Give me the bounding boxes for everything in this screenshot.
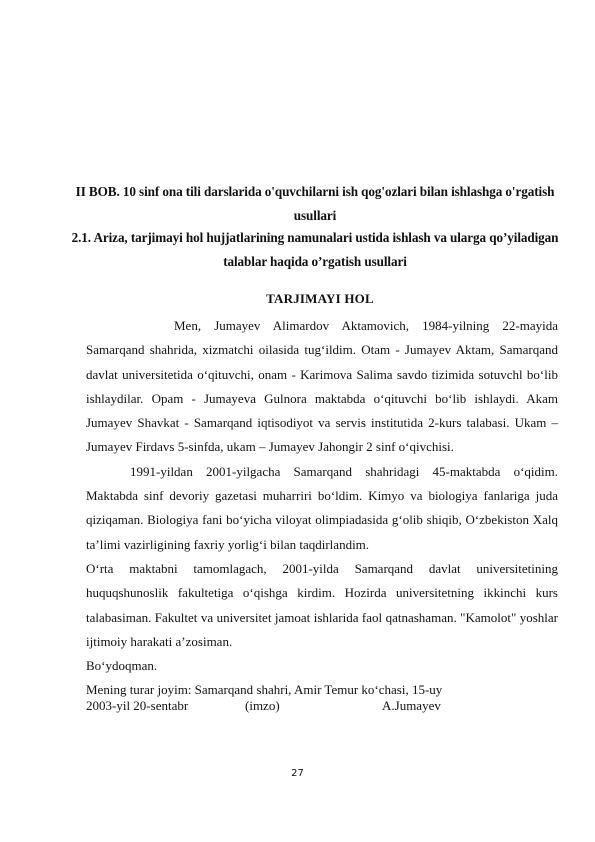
marital-status-line: Bo‘ydoqman. (86, 658, 158, 674)
paragraph-university: O‘rta maktabni tamomlagach, 2001-yilda Samarqand davlat universitetining huquqshunoslik fakultetiga o‘qishga kirdim. Hozirda universitetning ikkinchi kurs talabasiman. Fakultet va universitet jamoat ishlarida faol qatnashaman. "Kamolot" yoshlar ijtimoiy harakati a’zosiman. (86, 560, 558, 649)
signature-imzo: (imzo) (245, 698, 280, 713)
paragraph-school: 1991-yildan 2001-yilgacha Samarqand shahridagi 45-maktabda o‘qidim. Maktabda sinf devoriy gazetasi muharriri bo‘ldim. Kimyo va biologiya fanlariga juda qiziqaman. Biologiya fani bo‘yicha viloyat olimpiadasida g‘olib shiqib, O‘zbekiston Xalq ta’limi vazirligining faxriy yorlig‘i bilan taqdirlandim. (86, 463, 558, 552)
document-heading: TARJIMAYI HOL (266, 291, 374, 306)
page-number: 27 (291, 768, 304, 779)
address-line: Mening turar joyim: Samarqand shahri, Amir Temur ko‘chasi, 15-uy (86, 682, 443, 698)
chapter-title: II BOB. 10 sinf ona tili darslarida o'quvchilarni ish qog'ozlari bilan ishlashga o'rgatish usullari (75, 184, 555, 223)
section-title: 2.1. Ariza, tarjimayi hol hujjatlarining namunalari ustida ishlash va ularga qo’yiladigan talablar haqida o’rgatish usullari (71, 230, 559, 269)
signature-name: A.Jumayev (382, 698, 441, 713)
signature-date: 2003-yil 20-sentabr (86, 698, 189, 713)
paragraph-family: Men, Jumayev Alimardov Aktamovich, 1984-yilning 22-mayida Samarqand shahrida, xizmatchi oilasida tug‘ildim. Otam - Jumayev Aktam, Samarqand davlat universitetida o‘qituvchi, onam - Karimova Salima savdo tizimida sotuvchl bo‘lib ishlaydilar. Opam - Jumayeva Gulnora maktabda o‘qituvchi bo‘lib ishlaydi. Akam Jumayev Shavkat - Samarqand iqtisodiyot va servis institutida 2-kurs talabasi. Ukam – Jumayev Firdavs 5-sinfda, ukam – Jumayev Jahongir 2 sinf o‘qivchisi. (86, 318, 558, 455)
document-body (86, 314, 558, 703)
